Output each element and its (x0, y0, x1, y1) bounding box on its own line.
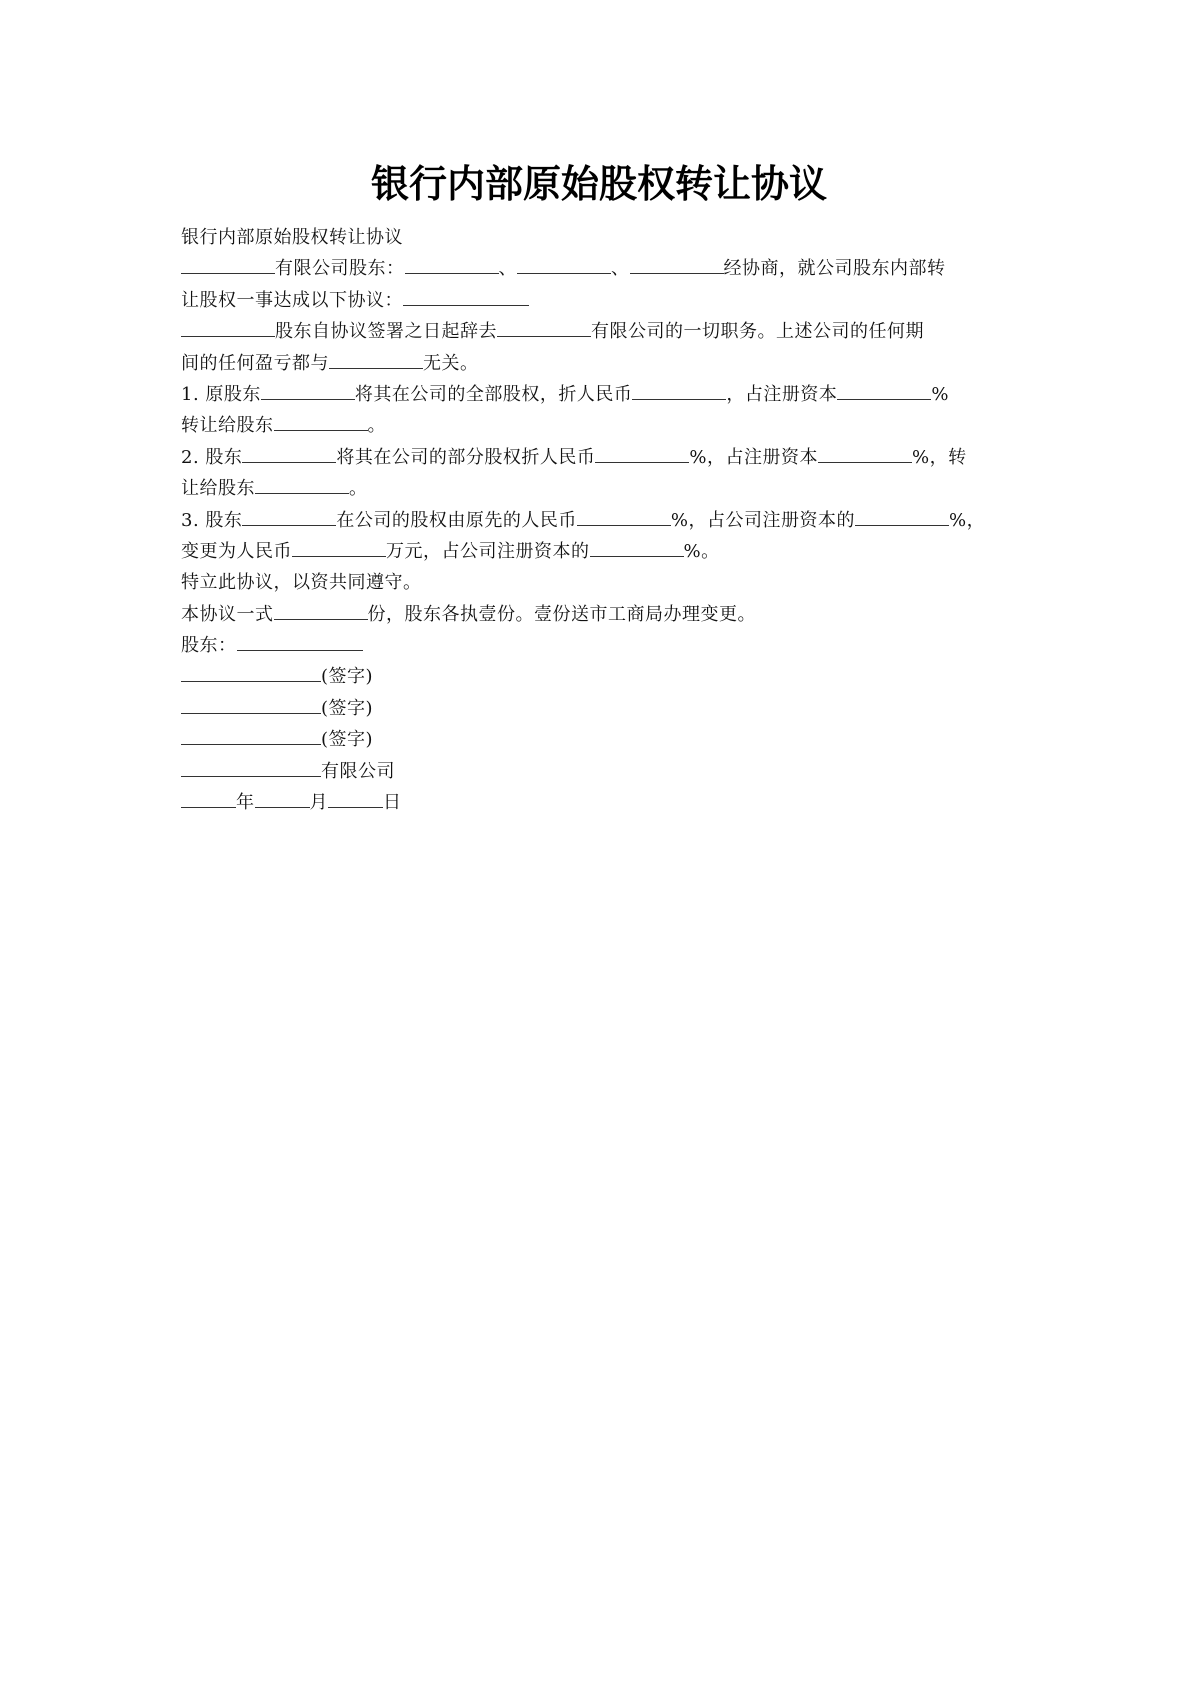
text: 无关。 (423, 352, 479, 374)
text: %，占公司注册资本的 (670, 509, 856, 531)
shareholder-blank[interactable] (242, 507, 336, 526)
text: 本协议一式 (181, 603, 274, 625)
company-blank[interactable] (497, 318, 591, 337)
original-capital-percent-blank[interactable] (855, 507, 949, 526)
text: 将其在公司的全部股权，折人民币 (354, 383, 633, 405)
resign-line-2 (181, 348, 1017, 379)
year-label: 年 (236, 792, 255, 814)
text: 万元，占公司注册资本的 (386, 540, 590, 562)
document-body (181, 222, 1017, 818)
shareholders-line (181, 630, 1017, 661)
month-blank[interactable] (255, 789, 310, 808)
signature-blank-2[interactable] (181, 695, 321, 714)
shareholder-2-blank[interactable] (517, 255, 611, 274)
sign-label: (签字) (321, 697, 374, 719)
text: 将其在公司的部分股权折人民币 (336, 446, 596, 468)
company-line (181, 756, 1017, 787)
shareholders-label: 股东： (181, 635, 237, 657)
copies-count-blank[interactable] (274, 601, 368, 620)
item-2-line-2 (181, 473, 1017, 504)
copies-line (181, 599, 1017, 630)
text: ，占注册资本 (726, 383, 838, 405)
signature-line-3 (181, 724, 1017, 755)
new-rmb-blank[interactable] (292, 538, 386, 557)
text: %。 (683, 540, 720, 562)
company-label: 有限公司 (321, 760, 395, 782)
text: 股东自协议签署之日起辞去 (275, 321, 497, 343)
subtitle: 银行内部原始股权转让协议 (181, 227, 403, 248)
shareholder-1-blank[interactable] (405, 255, 499, 274)
month-label: 月 (309, 792, 328, 814)
text: 2. 股东 (181, 446, 243, 468)
signature-blank-3[interactable] (181, 726, 321, 745)
agreement-line: 特立此协议，以资共同遵守。 (181, 572, 422, 594)
item-3-line-2 (181, 536, 1017, 567)
text: 份，股东各执壹份。壹份送市工商局办理变更。 (367, 603, 756, 625)
text: %， (949, 509, 986, 531)
transferee-blank[interactable] (255, 475, 349, 494)
year-blank[interactable] (181, 789, 236, 808)
rmb-percent-blank[interactable] (595, 444, 689, 463)
transferee-blank[interactable] (274, 412, 368, 431)
original-rmb-blank[interactable] (577, 507, 671, 526)
shareholders-blank[interactable] (237, 632, 363, 651)
date-line (181, 787, 1017, 818)
text: %，转 (912, 446, 967, 468)
separator: 、 (498, 258, 517, 280)
signature-blank-1[interactable] (181, 663, 321, 682)
text: 变更为人民币 (181, 540, 292, 562)
text: 3. 股东 (181, 509, 243, 531)
item-1-line-2 (181, 410, 1017, 441)
day-label: 日 (383, 792, 402, 814)
text: 有限公司股东： (275, 258, 405, 280)
rmb-amount-blank[interactable] (632, 381, 726, 400)
capital-percent-blank[interactable] (818, 444, 912, 463)
text: 有限公司的一切职务。上述公司的任何期 (591, 321, 924, 343)
shareholder-blank[interactable] (242, 444, 336, 463)
company-name-blank[interactable] (181, 255, 275, 274)
signature-line-1 (181, 661, 1017, 692)
resign-line-1 (181, 316, 1017, 347)
text: 1. 原股东 (181, 383, 261, 405)
sign-label: (签字) (321, 729, 374, 751)
document-title: 银行内部原始股权转让协议 (370, 162, 827, 206)
text: 让给股东 (181, 478, 255, 500)
item-1-line-1 (181, 379, 1017, 410)
text: 。 (367, 415, 386, 437)
item-3-line-1 (181, 505, 1017, 536)
intro-line-1 (181, 253, 1017, 284)
text: 在公司的股权由原先的人民币 (336, 509, 577, 531)
intro-line-2 (181, 285, 1017, 316)
day-blank[interactable] (328, 789, 383, 808)
item-2-line-1 (181, 442, 1017, 473)
signature-line-2 (181, 693, 1017, 724)
resigning-shareholder-blank[interactable] (181, 318, 275, 337)
original-shareholder-blank[interactable] (261, 381, 355, 400)
text: 转让给股东 (181, 415, 274, 437)
company-name-blank[interactable] (181, 758, 321, 777)
text: 。 (349, 478, 368, 500)
text: % (931, 383, 950, 405)
shareholder-3-blank[interactable] (630, 255, 724, 274)
party-blank[interactable] (329, 350, 423, 369)
text: 经协商，就公司股东内部转 (723, 258, 946, 280)
capital-percent-blank[interactable] (837, 381, 931, 400)
text: %，占注册资本 (689, 446, 819, 468)
separator: 、 (611, 258, 630, 280)
agreement-blank[interactable] (403, 287, 529, 306)
text: 间的任何盈亏都与 (181, 352, 329, 374)
sign-label: (签字) (321, 666, 374, 688)
text: 让股权一事达成以下协议： (181, 289, 403, 311)
new-capital-percent-blank[interactable] (590, 538, 684, 557)
